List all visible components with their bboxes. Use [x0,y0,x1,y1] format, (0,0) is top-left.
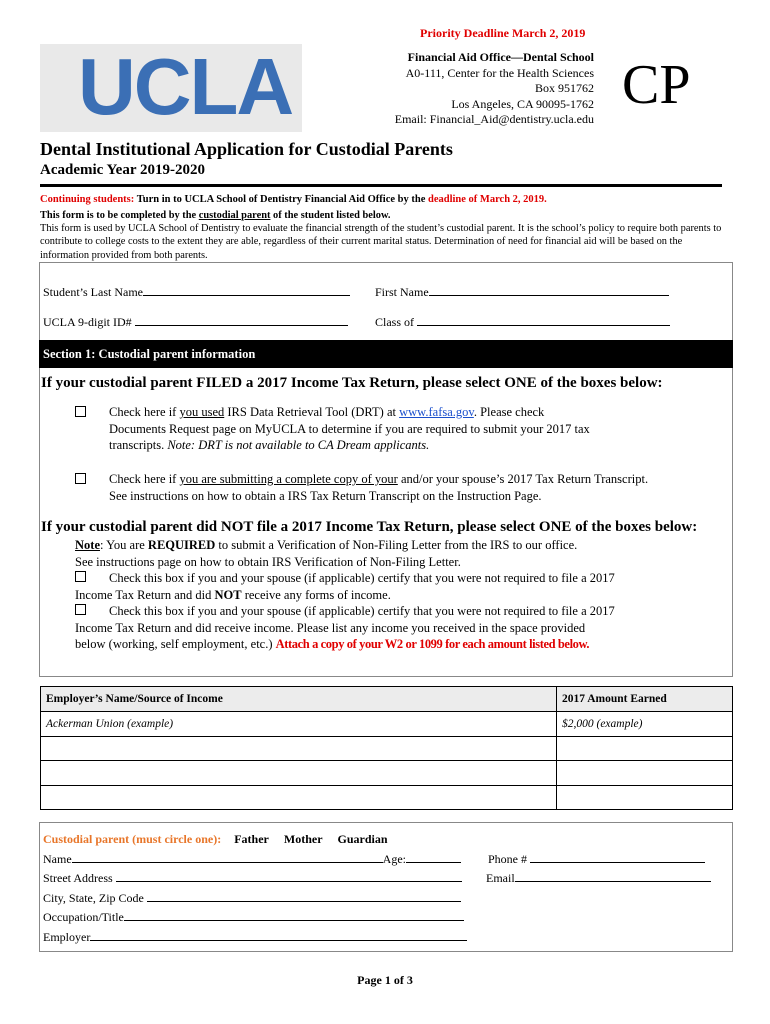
option-father[interactable]: Father [234,832,269,846]
no-income-option-text [75,570,725,603]
amount-cell[interactable] [557,736,733,761]
opt2-pre: Check here if [109,472,177,486]
id-label: UCLA 9-digit ID# [43,315,132,329]
last-name-line[interactable] [143,283,350,296]
not-filed-heading: If your custodial parent did NOT file a 2017 Income Tax Return, please select ONE of the boxes below: [41,519,698,535]
priority-deadline: Priority Deadline March 2, 2019 [420,26,586,40]
attach-w2-notice: Attach a copy of your W2 or 1099 for each amount listed below. [275,637,590,651]
parent-occupation-field[interactable] [43,908,464,928]
employer-line[interactable] [90,928,467,941]
not-filed-note [75,537,715,570]
option-guardian[interactable]: Guardian [337,832,388,846]
class-line[interactable] [417,313,670,326]
age-label: Age: [382,852,406,866]
opt4-line3-pre: below (working, self employment, etc.) [75,637,273,651]
city-line[interactable] [147,889,461,902]
continuing-students-notice [40,193,725,206]
drt-option-text [109,404,709,454]
ucla-logo: UCLA [78,42,293,131]
circle-label: Custodial parent (must circle one): [43,832,222,846]
income-table-header [41,687,733,712]
opt1-under: you used [179,405,225,419]
note-post: to submit a Verification of Non-Filing Letter from the IRS to our office. [218,538,578,552]
email-label: Email [486,871,515,885]
note-pre: : You are [100,538,145,552]
first-name-label: First Name [375,285,429,299]
opt4-line2: Income Tax Return and did receive income. Please list any income you received in the space provided [75,620,586,635]
form-title: Dental Institutional Application for Custodial Parents [40,139,453,159]
amount-cell[interactable] [557,785,733,810]
office-box: Box 951762 [534,81,594,95]
id-line[interactable] [135,313,348,326]
student-id-field[interactable] [43,313,348,330]
transcript-checkbox[interactable] [75,473,86,484]
completed-by-underline: custodial parent [198,210,271,221]
note-line2: See instructions page on how to obtain IRS Verification of Non-Filing Letter. [75,554,461,569]
continuing-label: Continuing students: [40,194,135,205]
completed-by-post: of the student listed below. [273,210,391,221]
amount-header: 2017 Amount Earned [557,687,733,712]
continuing-text: Turn in to UCLA School of Dentistry Financial Aid Office by the [136,194,426,205]
parent-phone-field[interactable] [488,850,705,870]
opt1-line2: Documents Request page on MyUCLA to determine if you are required to submit your 2017 tax [109,421,590,436]
table-row [41,712,733,737]
table-row [41,761,733,786]
employer-header: Employer’s Name/Source of Income [41,687,557,712]
opt3-line2-post: receive any forms of income. [244,587,391,602]
amount-cell[interactable]: $2,000 (example) [557,712,733,737]
opt4-line1: Check this box if you and your spouse (if applicable) certify that you were not required to file a 2017 [109,604,615,618]
opt2-post: and/or your spouse’s 2017 Tax Return Transcript. [400,472,649,486]
last-name-label: Student’s Last Name [43,285,143,299]
with-income-option-text [75,603,725,653]
occupation-label: Occupation/Title [43,910,124,924]
name-label: Name [43,852,72,866]
parent-employer-field[interactable] [43,928,467,948]
academic-year: Academic Year 2019-2020 [40,162,205,178]
class-label: Class of [375,315,414,329]
parent-street-field[interactable] [43,869,462,889]
option-mother[interactable]: Mother [283,832,323,846]
opt2-line2: See instructions on how to obtain a IRS Tax Return Transcript on the Instruction Page. [109,488,542,503]
street-line[interactable] [116,869,462,882]
transcript-option-text [109,471,729,504]
name-line[interactable] [72,850,383,863]
opt1-post: . Please check [473,405,545,419]
completed-by-notice [40,209,725,222]
employer-cell[interactable] [41,736,557,761]
parent-city-field[interactable] [43,889,461,909]
occupation-line[interactable] [124,908,464,921]
purpose-text: This form is used by UCLA School of Dentistry to evaluate the financial strength of the student’s custodial parent. It is the school’s policy to require both parents to contribute to college costs to the extent they are able, regardless of their current marital status. Determination of need for financial aid will be based on the information provided from both parents. [40,223,722,261]
table-row [41,736,733,761]
opt3-not: NOT [214,587,242,602]
age-line[interactable] [406,850,461,863]
first-name-line[interactable] [429,283,669,296]
employer-cell[interactable] [41,761,557,786]
email-line[interactable] [515,869,711,882]
income-table [40,686,733,810]
completed-by-pre: This form is to be completed by the [40,210,197,221]
note-required: REQUIRED [147,538,216,552]
office-location: A0-111, Center for the Health Sciences [405,65,594,80]
note-label: Note [75,538,100,552]
opt1-mid: IRS Data Retrieval Tool (DRT) at [227,405,396,419]
amount-cell[interactable] [557,761,733,786]
title-divider [40,184,722,187]
continuing-deadline: deadline of March 2, 2019. [428,194,547,205]
drt-checkbox[interactable] [75,406,86,417]
employer-label: Employer [43,930,91,944]
fafsa-link[interactable]: www.fafsa.gov [399,405,474,419]
parent-type-row [43,830,388,850]
employer-cell[interactable] [41,785,557,810]
opt1-pre: Check here if [109,405,177,419]
opt3-line2-pre: Income Tax Return and did [75,587,212,602]
employer-cell[interactable]: Ackerman Union (example) [41,712,557,737]
opt2-under: you are submitting a complete copy of your [179,472,398,486]
office-address [395,50,594,128]
filed-heading: If your custodial parent FILED a 2017 Income Tax Return, please select ONE of the boxes below: [41,375,663,391]
opt3-line1: Check this box if you and your spouse (if applicable) certify that you were not required to file a 2017 [109,571,615,585]
office-name: Financial Aid Office—Dental School [407,50,594,64]
student-class-field[interactable] [375,313,670,330]
section1-header: Section 1: Custodial parent information [39,340,733,368]
city-label: City, State, Zip Code [43,891,144,905]
parent-email-field[interactable] [486,869,711,889]
parent-name-field[interactable] [43,850,461,870]
phone-label: Phone # [488,852,527,866]
form-code: CP [622,54,691,116]
student-last-name-field[interactable] [43,283,350,300]
dream-note: Note: DRT is not available to CA Dream applicants. [167,438,430,452]
office-city: Los Angeles, CA 90095-1762 [451,96,594,111]
student-first-name-field[interactable] [375,283,669,300]
table-row [41,785,733,810]
office-email: Email: Financial_Aid@dentistry.ucla.edu [394,112,594,126]
phone-line[interactable] [530,850,705,863]
opt1-line3-pre: transcripts. [109,438,165,452]
street-label: Street Address [43,871,113,885]
page-number: Page 1 of 3 [357,973,413,987]
